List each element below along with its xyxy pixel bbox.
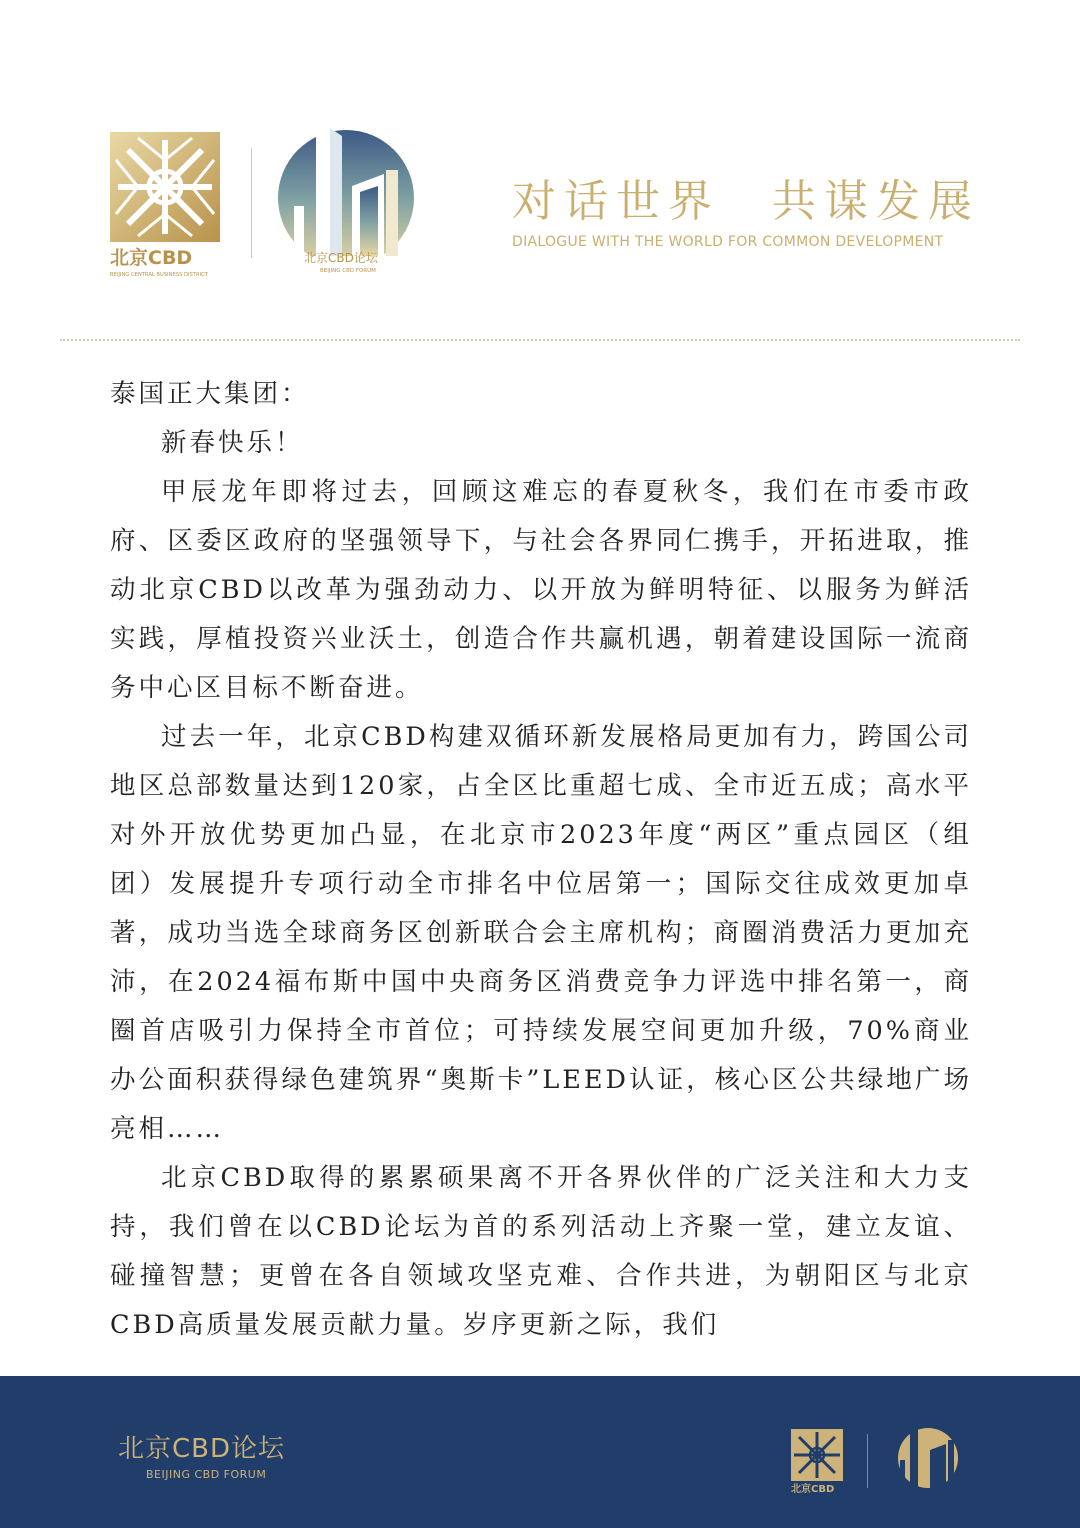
forum-logo-subtext: BEIJING CBD FORUM	[320, 268, 376, 274]
cbd-logo-subtext: BEIJING CENTRAL BUSINESS DISTRICT	[110, 272, 208, 278]
letter-paragraph-3: 北京CBD取得的累累硕果离不开各界伙伴的广泛关注和大力支持，我们曾在以CBD论坛为首的系列活动上齐聚一堂，建立友谊、碰撞智慧；更曾在各自领域攻坚克难、合作共进，为朝阳区与北京CBD高质量发展贡献力量。岁序更新之际，我们	[110, 1163, 972, 1340]
cbd-logo-text: 北京CBD	[110, 247, 193, 269]
slogan-english: DIALOGUE WITH THE WORLD FOR COMMON DEVELOPMENT	[512, 234, 944, 250]
slogan-chinese: 对话世界 共谋发展	[512, 176, 980, 227]
footer-title: 北京CBD论坛	[118, 1434, 286, 1464]
letter-paragraph-1: 甲辰龙年即将过去，回顾这难忘的春夏秋冬，我们在市委市政府、区委区政府的坚强领导下，与社会各界同仁携手，开拓进取，推动北京CBD以改革为强劲动力、以开放为鲜明特征、以服务为鲜活实践，厚植投资兴业沃土，创造合作共赢机遇，朝着建设国际一流商务中心区目标不断奋进。	[110, 477, 972, 703]
beijing-cbd-logo	[108, 130, 224, 280]
footer-bar	[0, 1376, 1080, 1528]
letter-paragraph-2: 过去一年，北京CBD构建双循环新发展格局更加有力，跨国公司地区总部数量达到120家，占全区比重超七成、全市近五成；高水平对外开放优势更加凸显，在北京市2023年度“两区”重点园区（组团）发展提升专项行动全市排名中位居第一；国际交往成效更加卓著，成功当选全球商务区创新联合会主席机构；商圈消费活力更加充沛，在2024福布斯中国中央商务区消费竞争力评选中排名第一，商圈首店吸引力保持全市首位；可持续发展空间更加升级，70%商业办公面积获得绿色建筑界“奥斯卡”LEED认证，核心区公共绿地广场亮相……	[110, 722, 972, 1144]
footer-cbd-logo	[790, 1428, 844, 1494]
cbd-forum-logo	[272, 122, 420, 282]
forum-logo-text: 北京CBD论坛	[304, 251, 378, 265]
header-divider	[60, 339, 1020, 341]
letter-greeting: 新春快乐！	[161, 428, 304, 458]
footer-forum-logo	[890, 1424, 962, 1490]
logo-divider	[251, 148, 252, 258]
footer-cbd-logo-text: 北京CBD	[791, 1484, 835, 1494]
footer-logo-divider	[867, 1434, 868, 1488]
letter-header	[0, 0, 1080, 340]
letter-salutation: 泰国正大集团：	[110, 379, 310, 409]
letter-body	[110, 370, 972, 1350]
slogan	[512, 176, 982, 250]
footer-subtitle: BEIJING CBD FORUM	[146, 1468, 267, 1481]
